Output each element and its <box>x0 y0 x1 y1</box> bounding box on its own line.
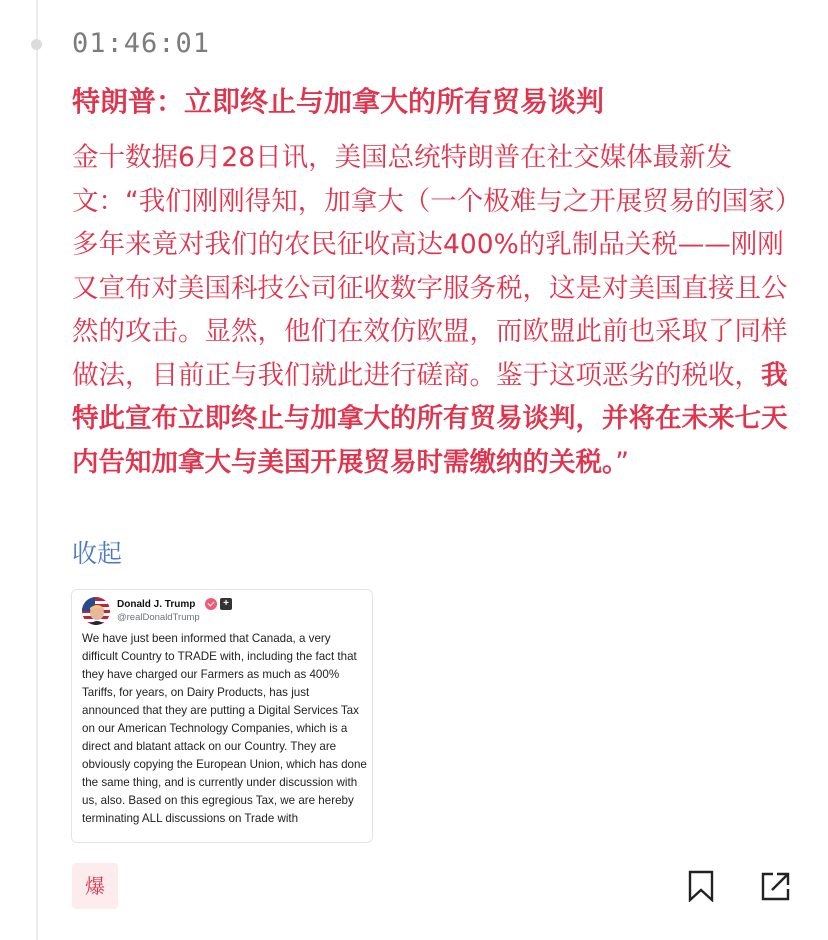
tweet-text: We have just been informed that Canada, a very difficult Country to TRADE with, including the fact that they have charged our Farmers as much as 400% Tariffs, for years, on Dairy Products, has just announced that they are putting a Digital Services Tax on our American Technology Companies, which is a direct and blatant attack on our Country. They are obviously copying the European Union, which has done the same thing, and is currently under discussion with us, also. Based on this egregious Tax, we are hereby terminating ALL discussions on Trade with <box>82 632 367 825</box>
timeline-line <box>36 0 38 940</box>
news-body-emphasis: 我特此宣布立即终止与加拿大的所有贸易谈判，并将在未来七天内告知加拿大与美国开展贸易时需缴纳的关税。 <box>72 359 788 478</box>
collapse-link[interactable]: 收起 <box>72 539 123 568</box>
timeline-dot <box>31 39 42 50</box>
tweet-author-name: Donald J. Trump <box>117 599 196 610</box>
share-button[interactable] <box>760 870 790 902</box>
bookmark-icon <box>686 870 716 902</box>
bookmark-button[interactable] <box>686 870 716 902</box>
tweet-image[interactable] <box>71 589 373 843</box>
breaking-tag: 爆 <box>72 863 118 909</box>
news-body <box>72 136 798 484</box>
affiliate-badge-icon: + <box>220 598 232 610</box>
trump-avatar <box>82 597 110 625</box>
news-body-plain: 金十数据6月28日讯，美国总统特朗普在社交媒体最新发文：“我们刚刚得知，加拿大（一个极难与之开展贸易的国家）多年来竟对我们的农民征收高达400%的乳制品关税——刚刚又宣布对美国科技公司征收数字服务税，这是对美国直接且公然的攻击。显然，他们在效仿欧盟，而欧盟此前也采取了同样做法，目前正与我们就此进行磋商。鉴于这项恶劣的税收， <box>72 142 788 391</box>
verified-icon <box>205 598 217 610</box>
news-headline: 特朗普：立即终止与加拿大的所有贸易谈判 <box>72 85 605 118</box>
share-icon <box>760 870 790 902</box>
tweet-author-handle: @realDonaldTrump <box>117 612 200 623</box>
news-body-end: ” <box>615 446 629 478</box>
news-time: 01:46:01 <box>72 28 211 59</box>
